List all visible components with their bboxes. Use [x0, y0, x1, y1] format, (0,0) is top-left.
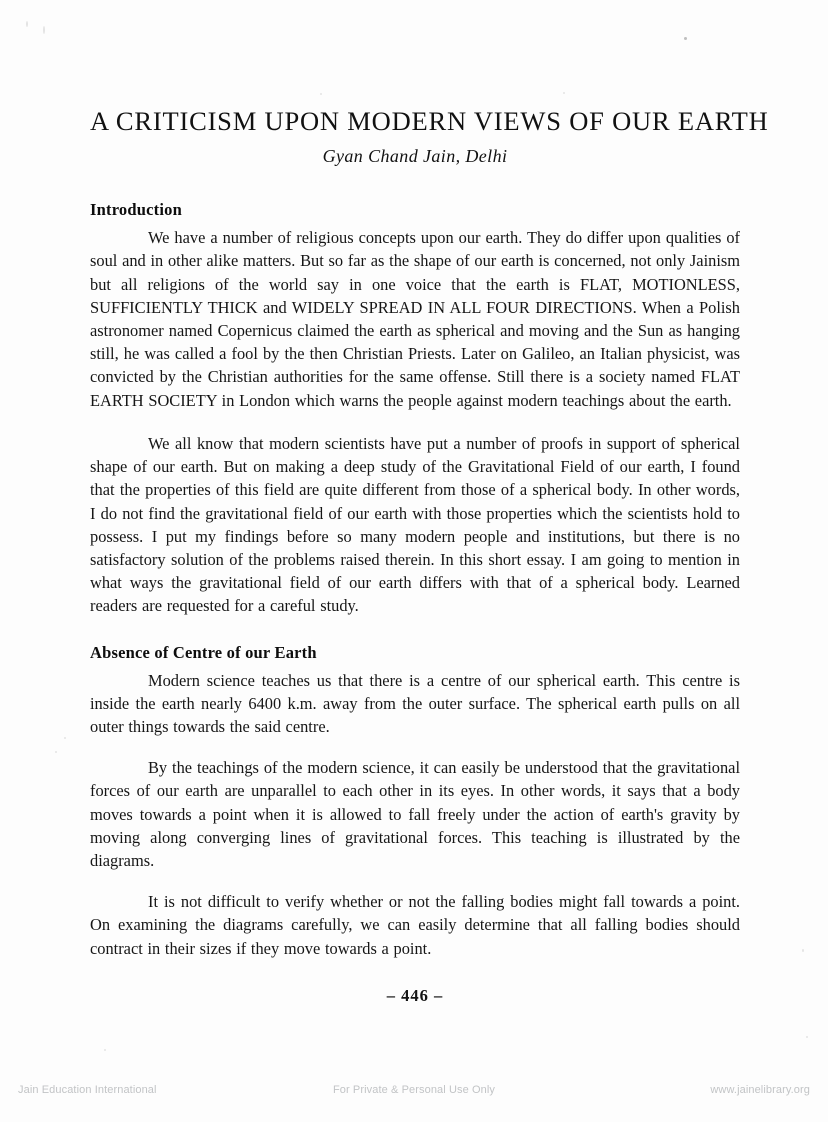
- footer-usage-notice: For Private & Personal Use Only: [332, 1084, 496, 1096]
- author-byline: Gyan Chand Jain, Delhi: [322, 146, 508, 167]
- page-number: – 446 –: [386, 985, 444, 1005]
- scan-speckle: [55, 751, 57, 753]
- scan-speckle: [26, 21, 28, 27]
- page-content: [90, 0, 769, 1006]
- section-heading-absence-of-centre: Absence of Centre of our Earth: [90, 642, 317, 662]
- page-footer: [0, 1084, 828, 1100]
- scan-speckle: [43, 26, 45, 34]
- scan-speckle: [806, 1036, 808, 1038]
- scan-speckle: [104, 1049, 106, 1051]
- footer-website: www.jainelibrary.org: [710, 1084, 810, 1096]
- paragraph: We all know that modern scientists have put a number of proofs in support of spherical shape of our earth. But on making a deep study of the Gravitational Field of our earth, I found that the properties of this field are quite different from those of a spherical body. In other words, I do not find the gravitational field of our earth with those properties which the scientists hold to possess. I put my findings before so many modern people and institutions, but there is no satisfactory solution of the problems raised therein. In this short essay. I am going to mention in what ways the gravitational field of our earth differs with that of a spherical body. Learned readers are requested for a careful study.: [90, 433, 740, 616]
- scan-speckle: [802, 949, 804, 952]
- paragraph: It is not difficult to verify whether or not the falling bodies might fall towards a point. On examining the diagrams carefully, we can easily determine that all falling bodies should contract in their sizes if they move towards a point.: [90, 892, 740, 958]
- paragraph: We have a number of religious concepts upon our earth. They do differ upon qualities of soul and in other alike matters. But so far as the shape of our earth is concerned, not only Jainism but all religions of the world say in one voice that the earth is FLAT, MOTIONLESS, SUFFICIENTLY THICK and WIDELY SPREAD IN ALL FOUR DIRECTIONS. When a Polish astronomer named Copernicus claimed the earth as spherical and moving and the Sun as hanging still, he was called a fool by the then Christian Priests. Later on Galileo, an Italian physicist, was convicted by the Christian authorities for the same offense. Still there is a society named FLAT EARTH SOCIETY in London which warns the people against modern teachings about the earth.: [90, 228, 740, 410]
- footer-organization: Jain Education International: [18, 1084, 157, 1096]
- scan-speckle: [64, 737, 66, 739]
- page-title: A CRITICISM UPON MODERN VIEWS OF OUR EARTH: [90, 106, 769, 136]
- section-heading-introduction: Introduction: [90, 200, 182, 220]
- paragraph: By the teachings of the modern science, it can easily be understood that the gravitational forces of our earth are unparallel to each other in its eyes. In other words, it says that a body moves towards a point when it is allowed to fall freely under the action of earth's gravity by moving along converging lines of gravitational forces. This teaching is illustrated by the diagrams.: [90, 758, 740, 870]
- paragraph: Modern science teaches us that there is a centre of our spherical earth. This centre is inside the earth nearly 6400 k.m. away from the outer surface. The spherical earth pulls on all outer things towards the said centre.: [90, 670, 740, 736]
